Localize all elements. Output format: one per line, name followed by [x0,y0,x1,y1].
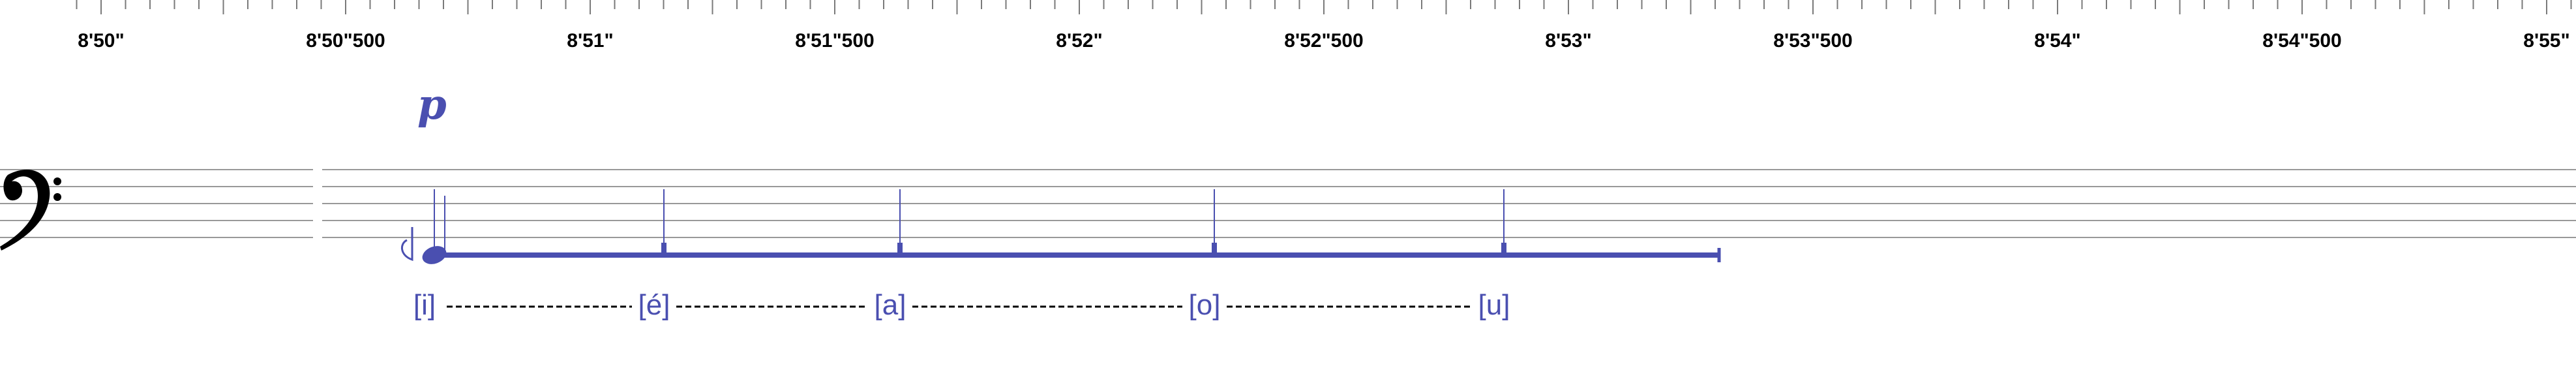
vowel-change-tick [1212,243,1217,254]
ruler-tick-label: 8'55" [2523,30,2570,52]
sustained-note [402,189,1719,267]
ruler-tick-label: 8'54" [2034,30,2081,52]
vowel-row [413,289,1510,321]
vowel-label: [o] [1188,289,1221,321]
bass-staff [0,166,2576,251]
vowel-label: [i] [413,289,436,321]
vowel-labels [413,289,1510,321]
ruler-tick-label: 8'52" [1056,30,1103,52]
ruler-tick-label: 8'52"500 [1284,30,1364,52]
ruler-tick-label: 8'51" [567,30,614,52]
staff-gap [313,166,322,241]
grace-flag-icon [402,227,412,260]
vowel-label: [u] [1478,289,1510,321]
ruler-tick-label: 8'50" [78,30,125,52]
time-ruler [77,0,2576,52]
vowel-label: [é] [638,289,670,321]
ruler-labels [78,30,2576,52]
ruler-tick-label: 8'53" [1545,30,1592,52]
ruler-tick-label: 8'50"500 [306,30,385,52]
vowel-change-tick [661,243,666,254]
staff-lines [0,170,2576,237]
ruler-tick-label: 8'53"500 [1773,30,1853,52]
vowel-markers [661,189,1506,254]
dynamic-marking: p [417,80,447,129]
vowel-change-tick [1501,243,1506,254]
vowel-change-tick [897,243,903,254]
vowel-label: [a] [874,289,906,321]
ruler-tick-label: 8'51"500 [795,30,875,52]
bass-clef-icon [0,170,61,251]
ruler-tick-label: 8'54"500 [2262,30,2342,52]
ruler-ticks [77,0,2571,14]
